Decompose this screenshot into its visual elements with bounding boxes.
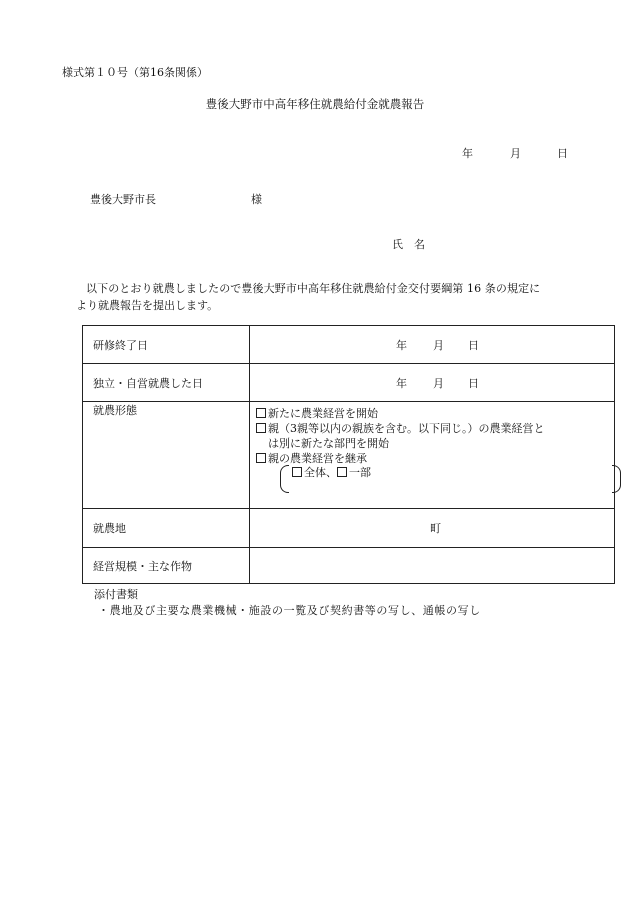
report-date-day: 日 (557, 147, 568, 160)
checkbox-icon[interactable] (337, 467, 347, 477)
training-end-year: 年 (396, 338, 407, 352)
farming-style-options (250, 402, 615, 509)
option-new-division[interactable] (256, 420, 545, 436)
option-new-start[interactable] (256, 405, 378, 421)
option-new-start-label: 新たに農業経営を開始 (268, 407, 378, 420)
training-end-date-field[interactable] (250, 326, 615, 364)
succession-scope (292, 464, 371, 480)
training-end-month: 月 (433, 338, 444, 352)
document-title: 豊後大野市中高年移住就農給付金就農報告 (205, 97, 425, 111)
applicant-name-label: 氏 名 (392, 238, 425, 251)
table-row-location (83, 509, 615, 548)
checkbox-icon[interactable] (256, 423, 266, 433)
farming-style-label: 就農形態 (83, 402, 250, 509)
table-row-farming-style (83, 402, 615, 509)
start-farming-label: 独立・自営就農した日 (83, 364, 250, 402)
scope-all-label: 全体、 (304, 466, 337, 479)
training-end-day: 日 (468, 338, 479, 352)
start-farming-date-field[interactable] (250, 364, 615, 402)
form-number: 様式第１０号（第16条関係） (62, 66, 208, 79)
scope-part-label: 一部 (349, 466, 371, 479)
start-farming-year: 年 (396, 376, 407, 390)
attachments-item: ・農地及び主要な農業機械・施設の一覧及び契約書等の写し、通帳の写し (98, 604, 481, 617)
intro-text-line1: 以下のとおり就農しましたので豊後大野市中高年移住就農給付金交付要綱第 16 条の規定に (86, 282, 541, 295)
intro-text-line2: より就農報告を提出します。 (76, 299, 219, 312)
right-bracket (612, 465, 621, 493)
location-label: 就農地 (83, 509, 250, 548)
table-row-start-farming (83, 364, 615, 402)
table-row-scale (83, 548, 615, 584)
checkbox-icon[interactable] (292, 467, 302, 477)
location-field[interactable] (250, 509, 615, 548)
report-table (82, 325, 615, 584)
option-new-division-label-line2: は別に新たな部門を開始 (268, 437, 389, 450)
start-farming-day: 日 (468, 376, 479, 390)
checkbox-icon[interactable] (256, 408, 266, 418)
honorific: 様 (251, 193, 262, 206)
attachments-title: 添付書類 (94, 588, 138, 601)
start-farming-month: 月 (433, 376, 444, 390)
location-town-suffix: 町 (430, 522, 441, 535)
scale-field[interactable] (250, 548, 615, 584)
option-succession-label: 親の農業経営を継承 (268, 452, 367, 465)
checkbox-icon[interactable] (256, 453, 266, 463)
training-end-label: 研修終了日 (83, 326, 250, 364)
report-date-month: 月 (510, 147, 521, 160)
scale-label: 経営規模・主な作物 (83, 548, 250, 584)
addressee: 豊後大野市長 (90, 193, 156, 206)
report-date-year: 年 (462, 147, 473, 160)
option-new-division-label-line1: 親（3親等以内の親族を含む。以下同じ。）の農業経営と (268, 422, 545, 435)
left-bracket (280, 465, 289, 493)
table-row-training-end (83, 326, 615, 364)
